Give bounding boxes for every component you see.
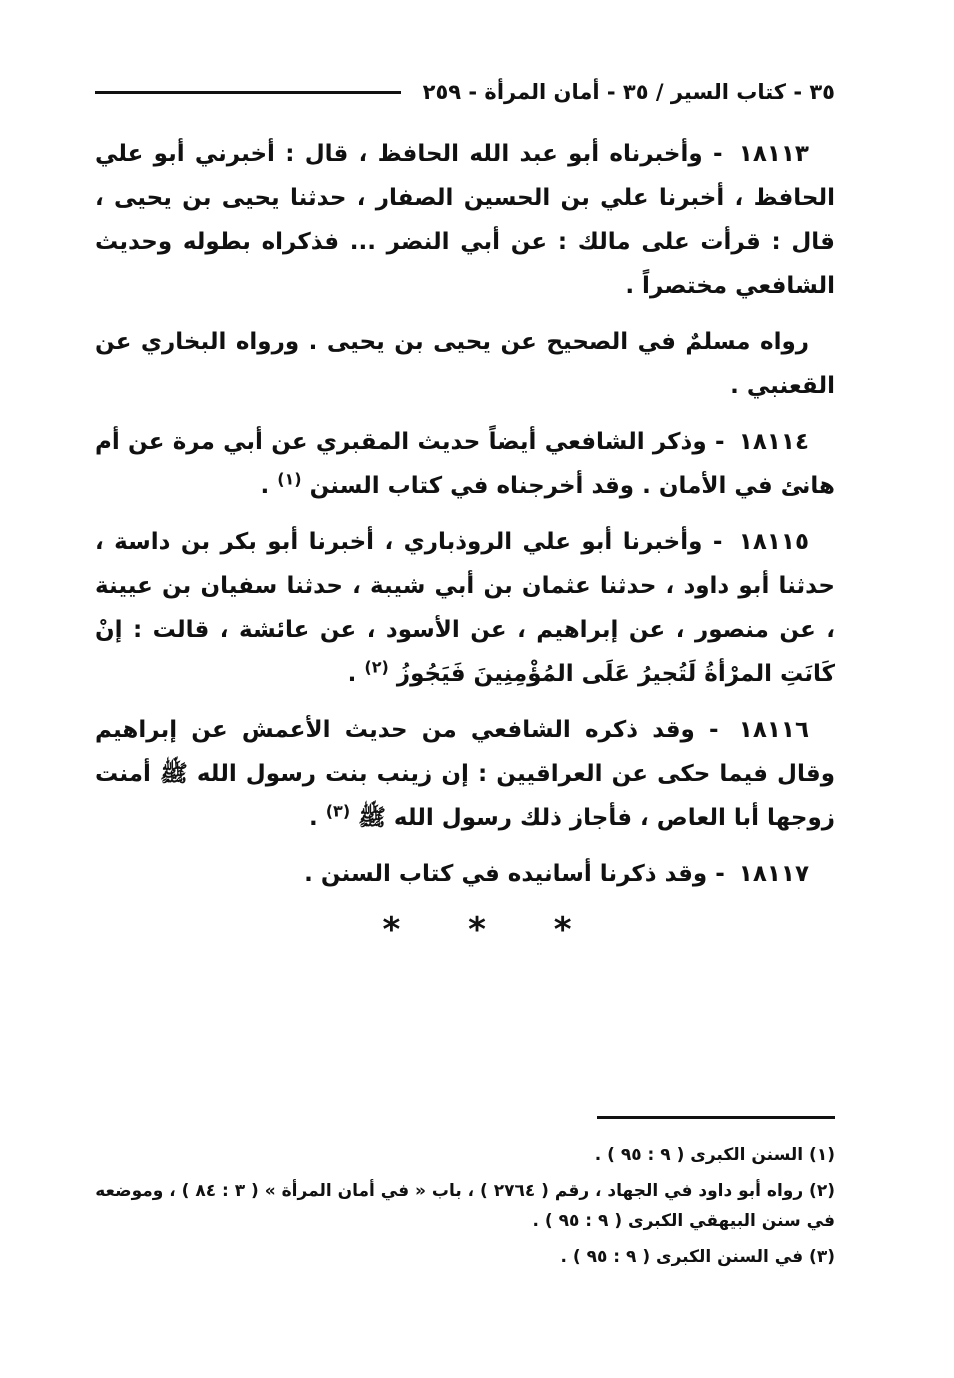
separator-star: *: [382, 910, 401, 950]
hadith-number: ١٨١١٧: [738, 861, 809, 887]
footnote: (٢) رواه أبو داود في الجهاد ، رقم ( ٢٧٦٤ ) ، باب « في أمان المرأة » ( ٣ : ٨٤ ) ، وموضعه في سنن البيهقي الكبرى ( ٩ : ٩٥ ) .: [95, 1181, 835, 1231]
hadith-text: - وأخبرناه أبو عبد الله الحافظ ، قال : أخبرني أبو علي الحافظ ، أخبرنا علي بن الحسين الصفار ، حدثنا يحيى بن يحيى ، قال : قرأت على مالك : عن أبي النضر ... فذكراه بطوله وحديث الشافعي مختصراً .: [95, 141, 835, 299]
hadith-text: - وذكر الشافعي أيضاً حديث المقبري عن أبي مرة عن أم هانئ في الأمان . وقد أخرجناه في كتاب السنن: [95, 429, 835, 499]
hadith-number: ١٨١١٦: [738, 717, 809, 743]
hadith-text: - وقد ذكرنا أسانيده في كتاب السنن .: [304, 861, 725, 887]
hadith-paragraph: [95, 708, 835, 840]
hadith-number: ١٨١١٥: [738, 529, 809, 555]
hadith-text-tail: .: [260, 473, 278, 499]
section-separator: [0, 910, 954, 950]
footnote: (١) السنن الكبرى ( ٩ : ٩٥ ) .: [594, 1145, 835, 1165]
footnote-rule: [597, 1116, 835, 1119]
hadith-number: ١٨١١٤: [738, 429, 809, 455]
hadith-paragraph: [95, 320, 835, 408]
footnote-reference: (٣): [325, 801, 351, 821]
hadith-text: رواه مسلمٌ في الصحيح عن يحيى بن يحيى . ورواه البخاري عن القعنبي .: [95, 329, 835, 399]
main-text: [95, 132, 835, 908]
footnote-reference: (٢): [364, 657, 389, 677]
hadith-paragraph: [95, 420, 835, 508]
header-rule: [95, 91, 401, 94]
hadith-text-tail: .: [308, 805, 326, 831]
hadith-paragraph: [95, 132, 835, 308]
hadith-text: - وأخبرنا أبو علي الروذباري ، أخبرنا أبو بكر بن داسة ، حدثنا أبو داود ، حدثنا عثمان بن أبي شيبة ، حدثنا سفيان بن عيينة ، عن منصور ، عن إبراهيم ، عن الأسود ، عن عائشة ، قالت : إنْ كَانَتِ المرْأةُ لَتُجيرُ عَلَى المُؤْمِنِينَ فَيَجُوزُ: [95, 529, 835, 687]
hadith-text-tail: .: [347, 661, 365, 687]
footnote-reference: (١): [277, 469, 302, 489]
running-title: ٣٥ - كتاب السير / ٣٥ - أمان المرأة - ٢٥٩: [422, 80, 835, 104]
separator-star: *: [553, 910, 572, 950]
hadith-paragraph: [95, 520, 835, 696]
hadith-text: - وقد ذكره الشافعي من حديث الأعمش عن إبراهيم وقال فيما حكى عن العراقيين : إن زينب بنت رسول الله ﷺ أمنت زوجها أبا العاص ، فأجاز ذلك رسول الله ﷺ: [95, 717, 835, 831]
page-header: [95, 74, 835, 110]
hadith-paragraph: [95, 852, 835, 896]
separator-star: *: [468, 910, 486, 950]
footnotes: [95, 1140, 835, 1278]
hadith-number: ١٨١١٣: [738, 141, 809, 167]
footnote: (٣) في السنن الكبرى ( ٩ : ٩٥ ) .: [560, 1247, 835, 1267]
